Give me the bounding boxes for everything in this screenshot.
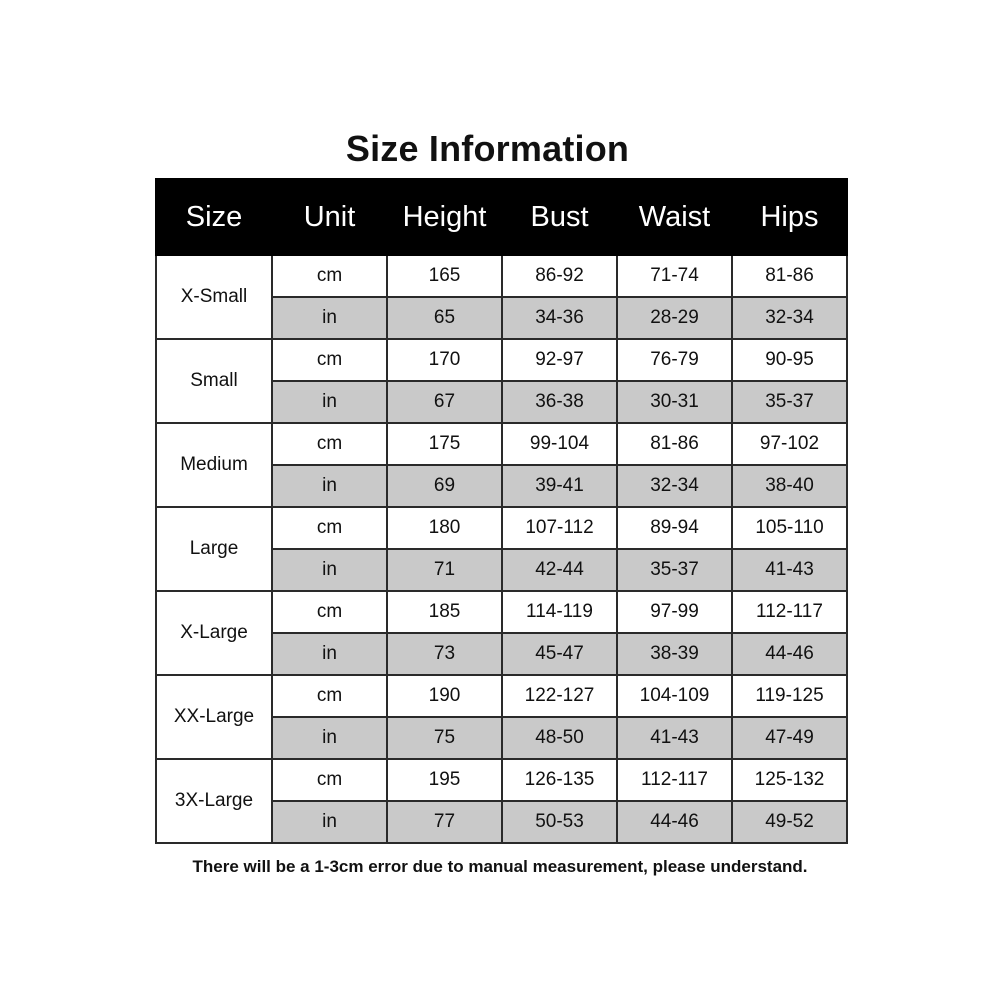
bust-cell: 45-47	[502, 633, 617, 675]
hips-cell: 38-40	[732, 465, 847, 507]
unit-cell: in	[272, 633, 387, 675]
bust-cell: 99-104	[502, 423, 617, 465]
hips-cell: 32-34	[732, 297, 847, 339]
hips-cell: 112-117	[732, 591, 847, 633]
size-label-cell: X-Large	[156, 591, 272, 675]
bust-cell: 42-44	[502, 549, 617, 591]
height-cell: 170	[387, 339, 502, 381]
waist-cell: 32-34	[617, 465, 732, 507]
hips-cell: 35-37	[732, 381, 847, 423]
bust-cell: 114-119	[502, 591, 617, 633]
unit-cell: cm	[272, 255, 387, 297]
height-cell: 175	[387, 423, 502, 465]
unit-cell: cm	[272, 591, 387, 633]
header-hips: Hips	[732, 179, 847, 255]
bust-cell: 48-50	[502, 717, 617, 759]
height-cell: 67	[387, 381, 502, 423]
unit-cell: cm	[272, 507, 387, 549]
unit-cell: cm	[272, 423, 387, 465]
hips-cell: 125-132	[732, 759, 847, 801]
bust-cell: 122-127	[502, 675, 617, 717]
waist-cell: 81-86	[617, 423, 732, 465]
table-row	[156, 339, 847, 381]
unit-cell: cm	[272, 759, 387, 801]
height-cell: 65	[387, 297, 502, 339]
unit-cell: cm	[272, 339, 387, 381]
hips-cell: 90-95	[732, 339, 847, 381]
table-row	[156, 507, 847, 549]
waist-cell: 30-31	[617, 381, 732, 423]
table-row	[156, 255, 847, 297]
bust-cell: 92-97	[502, 339, 617, 381]
unit-cell: in	[272, 297, 387, 339]
table-body	[156, 255, 847, 843]
hips-cell: 47-49	[732, 717, 847, 759]
height-cell: 195	[387, 759, 502, 801]
hips-cell: 41-43	[732, 549, 847, 591]
bust-cell: 126-135	[502, 759, 617, 801]
header-height: Height	[387, 179, 502, 255]
table-row	[156, 591, 847, 633]
size-label-cell: XX-Large	[156, 675, 272, 759]
height-cell: 71	[387, 549, 502, 591]
height-cell: 75	[387, 717, 502, 759]
unit-cell: in	[272, 549, 387, 591]
unit-cell: in	[272, 717, 387, 759]
hips-cell: 44-46	[732, 633, 847, 675]
waist-cell: 35-37	[617, 549, 732, 591]
size-label-cell: 3X-Large	[156, 759, 272, 843]
height-cell: 190	[387, 675, 502, 717]
bust-cell: 50-53	[502, 801, 617, 843]
bust-cell: 86-92	[502, 255, 617, 297]
waist-cell: 112-117	[617, 759, 732, 801]
unit-cell: cm	[272, 675, 387, 717]
bust-cell: 107-112	[502, 507, 617, 549]
table-header-row	[156, 179, 847, 255]
waist-cell: 71-74	[617, 255, 732, 297]
waist-cell: 76-79	[617, 339, 732, 381]
unit-cell: in	[272, 381, 387, 423]
waist-cell: 104-109	[617, 675, 732, 717]
height-cell: 165	[387, 255, 502, 297]
unit-cell: in	[272, 801, 387, 843]
table-row	[156, 759, 847, 801]
waist-cell: 44-46	[617, 801, 732, 843]
waist-cell: 28-29	[617, 297, 732, 339]
header-waist: Waist	[617, 179, 732, 255]
size-label-cell: Medium	[156, 423, 272, 507]
height-cell: 73	[387, 633, 502, 675]
height-cell: 77	[387, 801, 502, 843]
hips-cell: 49-52	[732, 801, 847, 843]
hips-cell: 119-125	[732, 675, 847, 717]
header-unit: Unit	[272, 179, 387, 255]
height-cell: 185	[387, 591, 502, 633]
waist-cell: 41-43	[617, 717, 732, 759]
table-row	[156, 675, 847, 717]
hips-cell: 105-110	[732, 507, 847, 549]
page-title: Size Information	[345, 128, 630, 169]
waist-cell: 89-94	[617, 507, 732, 549]
table-row	[156, 423, 847, 465]
hips-cell: 97-102	[732, 423, 847, 465]
height-cell: 180	[387, 507, 502, 549]
hips-cell: 81-86	[732, 255, 847, 297]
waist-cell: 97-99	[617, 591, 732, 633]
size-label-cell: Small	[156, 339, 272, 423]
size-chart-table	[155, 178, 848, 844]
bust-cell: 34-36	[502, 297, 617, 339]
size-label-cell: Large	[156, 507, 272, 591]
bust-cell: 39-41	[502, 465, 617, 507]
measurement-note: There will be a 1-3cm error due to manual measurement, please understand.	[192, 857, 808, 876]
bust-cell: 36-38	[502, 381, 617, 423]
waist-cell: 38-39	[617, 633, 732, 675]
height-cell: 69	[387, 465, 502, 507]
unit-cell: in	[272, 465, 387, 507]
size-label-cell: X-Small	[156, 255, 272, 339]
header-size: Size	[156, 179, 272, 255]
header-bust: Bust	[502, 179, 617, 255]
